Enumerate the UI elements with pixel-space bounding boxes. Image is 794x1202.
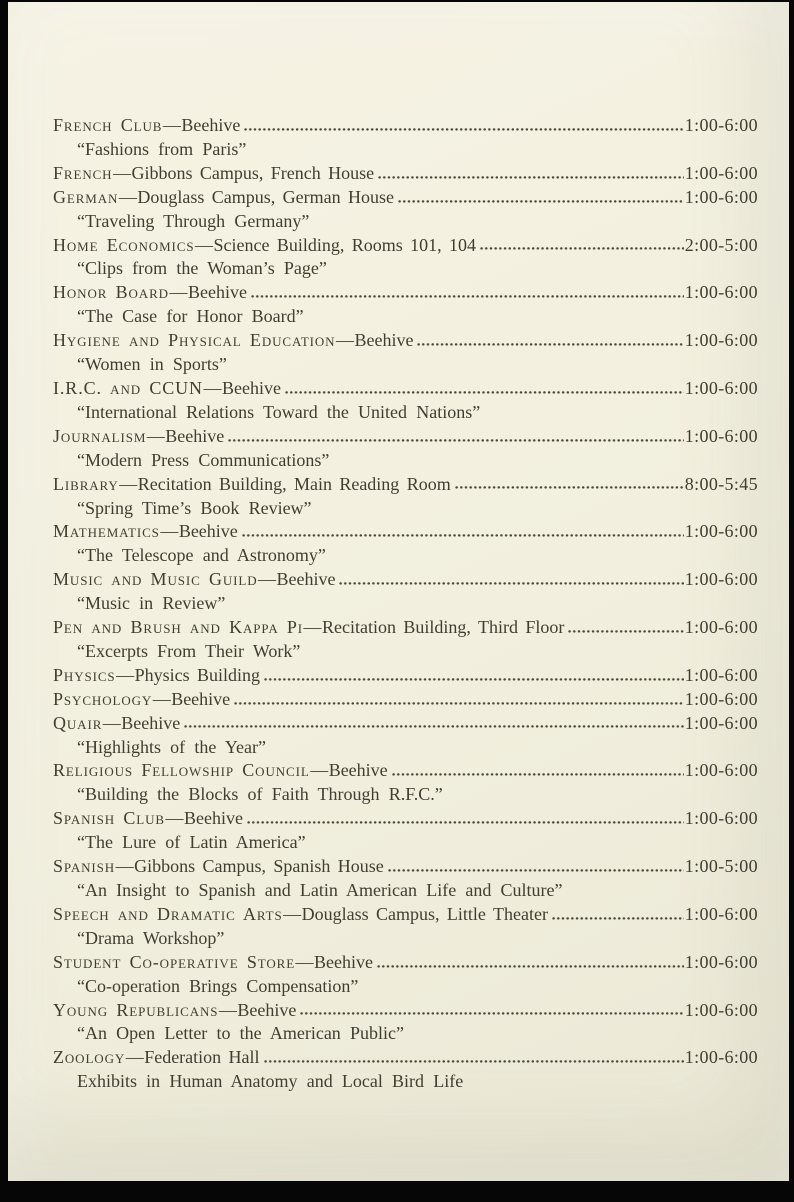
schedule-entry xyxy=(53,520,758,568)
em-dash: — xyxy=(118,186,137,207)
entry-time: 1:00-5:00 xyxy=(684,856,758,877)
entry-time: 1:00-6:00 xyxy=(684,569,758,590)
em-dash: — xyxy=(195,234,213,255)
dotted-leader xyxy=(184,725,683,729)
club-name: Young Republicans xyxy=(53,999,219,1020)
paper-sheet xyxy=(8,2,789,1181)
dotted-leader xyxy=(417,342,683,346)
dotted-leader xyxy=(242,533,684,537)
dotted-leader xyxy=(247,820,684,824)
em-dash: — xyxy=(283,903,302,924)
club-name: Home Economics xyxy=(53,234,195,255)
dotted-leader xyxy=(228,438,683,442)
em-dash: — xyxy=(125,1047,144,1068)
entry-location: Beehive xyxy=(221,377,281,398)
dotted-leader xyxy=(244,127,683,131)
club-name: French xyxy=(53,162,113,183)
entry-time: 1:00-6:00 xyxy=(684,760,758,781)
schedule-entry xyxy=(53,664,758,688)
entry-location: Douglass Campus, German House xyxy=(137,186,394,207)
entry-location: Physics Building xyxy=(134,664,260,685)
entry-time: 1:00-6:00 xyxy=(684,115,758,135)
entry-location: Recitation Building, Main Reading Room xyxy=(137,473,451,494)
dotted-leader xyxy=(388,868,684,872)
entry-subtitle: Exhibits in Human Anatomy and Local Bird Life xyxy=(77,1071,464,1092)
club-name: Religious Fellowship Council xyxy=(53,760,310,781)
entry-location: Beehive xyxy=(276,569,336,590)
entry-subtitle: “The Lure of Latin America” xyxy=(77,832,306,853)
club-name: Pen and Brush and Kappa Pi xyxy=(53,617,304,638)
schedule-entry xyxy=(53,807,758,855)
entry-subtitle: “An Insight to Spanish and Latin American Life and Culture” xyxy=(77,880,563,900)
em-dash: — xyxy=(112,162,131,183)
entry-heading-row xyxy=(53,520,758,544)
em-dash: — xyxy=(165,808,184,829)
club-name: Student Co-operative Store xyxy=(53,951,296,972)
entry-heading-row xyxy=(53,162,758,186)
entry-heading-row xyxy=(53,281,758,305)
club-name: Speech and Dramatic Arts xyxy=(53,903,283,924)
entry-subtitle: “Co-operation Brings Compensation” xyxy=(77,975,359,996)
schedule-entry xyxy=(53,114,758,162)
entry-heading-row xyxy=(53,688,758,712)
dotted-leader xyxy=(398,199,684,203)
entry-time: 1:00-6:00 xyxy=(684,521,758,542)
em-dash: — xyxy=(160,521,179,542)
entry-subtitle: “Fashions from Paris” xyxy=(77,138,247,159)
em-dash: — xyxy=(146,425,165,446)
schedule-entry xyxy=(53,759,758,807)
club-name: French Club xyxy=(53,115,163,135)
schedule-entry xyxy=(53,616,758,664)
entry-location: Beehive xyxy=(121,712,181,733)
entry-location: Beehive xyxy=(181,115,241,135)
dotted-leader xyxy=(377,964,684,968)
club-name: German xyxy=(53,186,119,207)
entry-time: 1:00-6:00 xyxy=(684,186,758,207)
club-name: Spanish Club xyxy=(53,808,165,829)
club-name: Zoology xyxy=(53,1047,126,1068)
entry-time: 1:00-6:00 xyxy=(684,688,758,709)
dotted-leader xyxy=(568,629,683,633)
club-name: Physics xyxy=(53,664,116,685)
schedule-entry xyxy=(53,186,758,234)
schedule-entry xyxy=(53,234,758,282)
schedule-entry xyxy=(53,855,758,903)
em-dash: — xyxy=(218,999,237,1020)
entry-subtitle: “Music in Review” xyxy=(77,593,226,614)
em-dash: — xyxy=(258,569,276,590)
club-name: Journalism xyxy=(53,425,147,446)
entry-location: Science Building, Rooms 101, 104 xyxy=(213,234,477,255)
entry-subtitle: “Traveling Through Germany” xyxy=(77,210,310,231)
entry-time: 1:00-6:00 xyxy=(684,1047,758,1068)
entry-time: 1:00-6:00 xyxy=(684,330,758,351)
schedule-entry xyxy=(53,425,758,473)
entry-time: 8:00-5:45 xyxy=(684,473,758,494)
entry-subtitle: “Excerpts From Their Work” xyxy=(77,640,301,661)
club-name: Spanish xyxy=(53,856,116,877)
entry-location: Gibbons Campus, Spanish House xyxy=(134,856,384,877)
entry-time: 1:00-6:00 xyxy=(684,712,758,733)
entry-location: Beehive xyxy=(187,282,247,303)
em-dash: — xyxy=(169,282,188,303)
entry-time: 1:00-6:00 xyxy=(684,999,758,1020)
entry-heading-row xyxy=(53,114,758,138)
dotted-leader xyxy=(552,916,684,920)
em-dash: — xyxy=(162,115,181,135)
dotted-leader xyxy=(480,247,684,251)
em-dash: — xyxy=(303,617,322,638)
dotted-leader xyxy=(339,581,683,585)
dotted-leader xyxy=(234,701,684,705)
entry-heading-row xyxy=(53,377,758,401)
dotted-leader xyxy=(264,1059,684,1063)
entry-time: 1:00-6:00 xyxy=(684,951,758,972)
dotted-leader xyxy=(285,390,684,394)
em-dash: — xyxy=(203,377,222,398)
entry-subtitle: “Drama Workshop” xyxy=(77,927,225,948)
dotted-leader xyxy=(251,294,684,298)
entry-heading-row xyxy=(53,903,758,927)
entry-subtitle: “International Relations Toward the United Nations” xyxy=(77,401,481,422)
entry-time: 1:00-6:00 xyxy=(684,282,758,303)
entry-time: 1:00-6:00 xyxy=(684,425,758,446)
entry-heading-row xyxy=(53,568,758,592)
entry-subtitle: “The Telescope and Astronomy” xyxy=(77,545,326,566)
entry-location: Beehive xyxy=(165,425,225,446)
entry-time: 1:00-6:00 xyxy=(684,162,758,183)
club-name: I.R.C. and CCUN xyxy=(53,377,203,398)
club-name: Mathematics xyxy=(53,521,160,542)
club-name: Psychology xyxy=(53,688,153,709)
club-name: Hygiene and Physical Education xyxy=(53,330,336,351)
entry-time: 1:00-6:00 xyxy=(684,377,758,398)
entry-heading-row xyxy=(53,951,758,975)
schedule-entry xyxy=(53,951,758,999)
entry-time: 1:00-6:00 xyxy=(684,808,758,829)
club-name: Quair xyxy=(53,712,103,733)
em-dash: — xyxy=(295,951,314,972)
dotted-leader xyxy=(455,486,684,490)
dotted-leader xyxy=(378,175,684,179)
entry-location: Gibbons Campus, French House xyxy=(131,162,375,183)
entry-location: Beehive xyxy=(354,330,414,351)
schedule-entry xyxy=(53,329,758,377)
exhibit-schedule-list xyxy=(53,114,758,1094)
em-dash: — xyxy=(152,688,171,709)
entry-heading-row xyxy=(53,425,758,449)
entry-heading-row xyxy=(53,1046,758,1070)
em-dash: — xyxy=(119,473,138,494)
em-dash: — xyxy=(335,330,354,351)
entry-location: Beehive xyxy=(178,521,238,542)
entry-location: Beehive xyxy=(328,760,388,781)
dotted-leader xyxy=(392,772,684,776)
club-name: Library xyxy=(53,473,119,494)
entry-location: Recitation Building, Third Floor xyxy=(322,617,565,638)
entry-heading-row xyxy=(53,186,758,210)
em-dash: — xyxy=(310,760,329,781)
em-dash: — xyxy=(102,712,121,733)
entry-heading-row xyxy=(53,759,758,783)
entry-heading-row xyxy=(53,664,758,688)
entry-subtitle: “Highlights of the Year” xyxy=(77,736,267,757)
entry-location: Beehive xyxy=(171,688,231,709)
entry-time: 2:00-5:00 xyxy=(684,234,758,255)
entry-heading-row xyxy=(53,329,758,353)
entry-subtitle: “The Case for Honor Board” xyxy=(77,306,304,327)
schedule-entry xyxy=(53,1046,758,1094)
schedule-entry xyxy=(53,473,758,521)
entry-time: 1:00-6:00 xyxy=(684,617,758,638)
schedule-entry xyxy=(53,999,758,1047)
dotted-leader xyxy=(300,1012,683,1016)
entry-location: Beehive xyxy=(237,999,297,1020)
em-dash: — xyxy=(115,856,134,877)
entry-subtitle: “Spring Time’s Book Review” xyxy=(77,497,312,518)
entry-heading-row xyxy=(53,473,758,497)
entry-subtitle: “Building the Blocks of Faith Through R.F.C.” xyxy=(77,784,443,805)
dotted-leader xyxy=(264,677,684,681)
entry-location: Beehive xyxy=(314,951,374,972)
schedule-entry xyxy=(53,712,758,760)
entry-time: 1:00-6:00 xyxy=(684,664,758,685)
entry-location: Douglass Campus, Little Theater xyxy=(301,903,548,924)
schedule-entry xyxy=(53,688,758,712)
schedule-entry xyxy=(53,568,758,616)
schedule-entry xyxy=(53,903,758,951)
entry-subtitle: “Women in Sports” xyxy=(77,354,227,375)
entry-location: Federation Hall xyxy=(144,1047,260,1068)
schedule-entry xyxy=(53,377,758,425)
em-dash: — xyxy=(116,664,135,685)
entry-heading-row xyxy=(53,807,758,831)
club-name: Honor Board xyxy=(53,282,169,303)
entry-time: 1:00-6:00 xyxy=(684,903,758,924)
entry-heading-row xyxy=(53,712,758,736)
entry-heading-row xyxy=(53,999,758,1023)
entry-subtitle: “An Open Letter to the American Public” xyxy=(77,1023,404,1044)
entry-heading-row xyxy=(53,234,758,258)
entry-subtitle: “Modern Press Communications” xyxy=(77,449,330,470)
entry-heading-row xyxy=(53,616,758,640)
entry-location: Beehive xyxy=(183,808,243,829)
club-name: Music and Music Guild xyxy=(53,569,258,590)
entry-subtitle: “Clips from the Woman’s Page” xyxy=(77,258,327,279)
schedule-entry xyxy=(53,281,758,329)
entry-heading-row xyxy=(53,855,758,879)
schedule-entry xyxy=(53,162,758,186)
